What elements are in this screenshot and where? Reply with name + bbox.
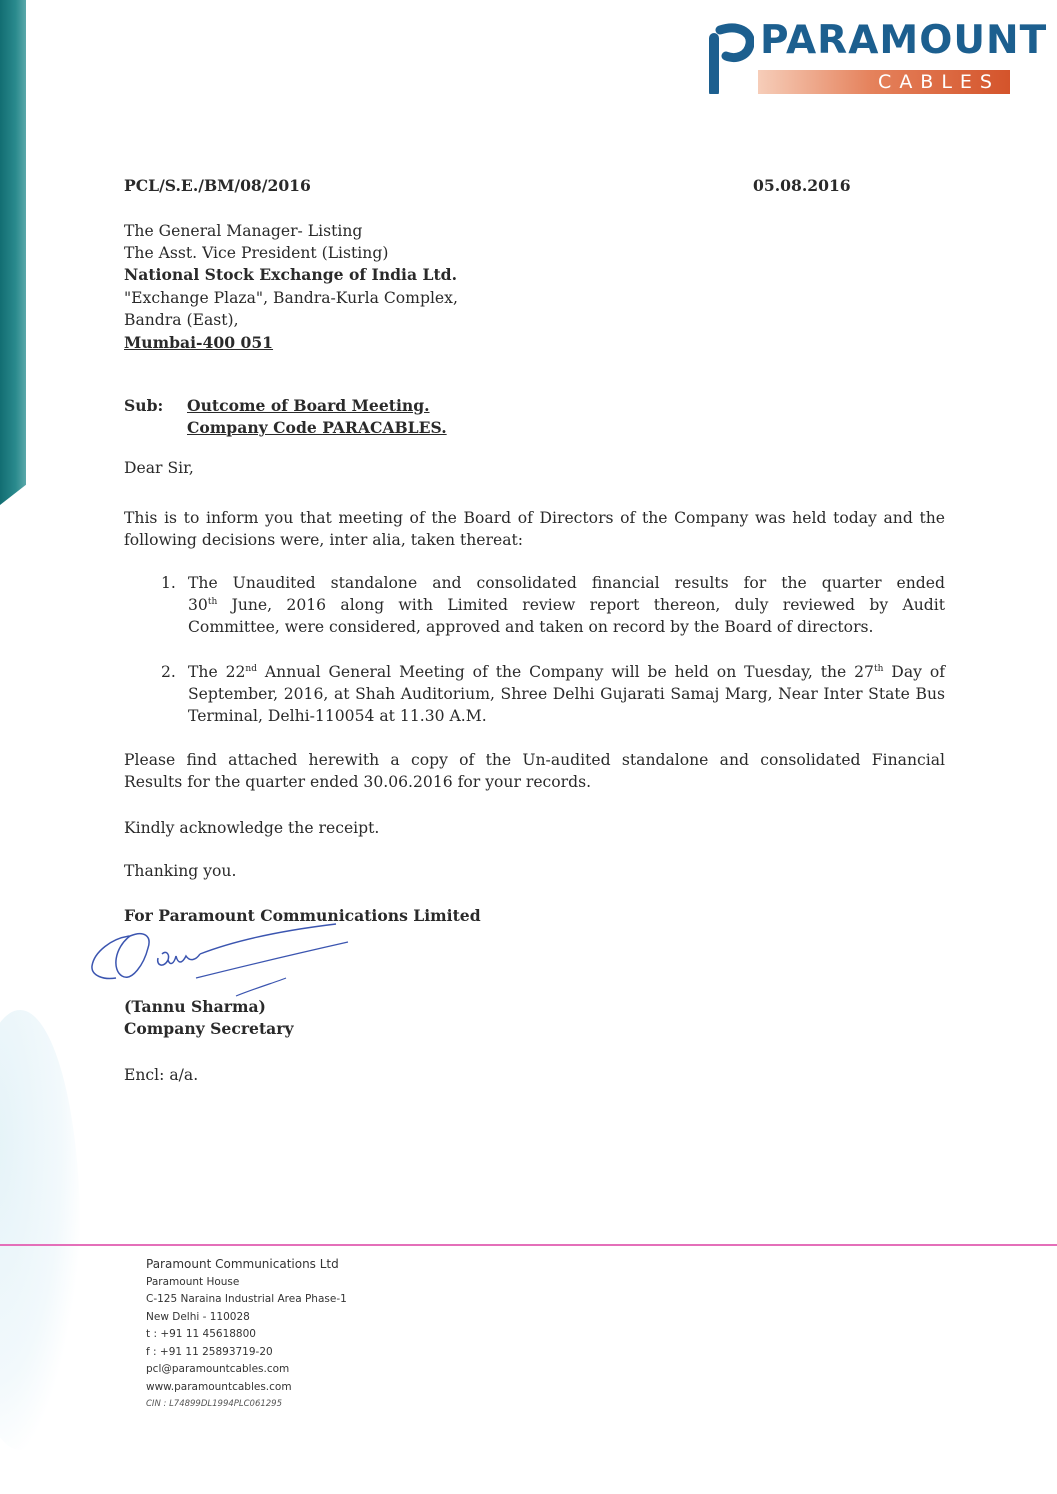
- reference-number: PCL/S.E./BM/08/2016: [124, 176, 311, 195]
- closing-line: Thanking you.: [124, 862, 237, 880]
- logo-band: [758, 70, 1010, 94]
- attachment-paragraph: [124, 749, 945, 793]
- list-number: 2.: [161, 663, 176, 681]
- list-item: [188, 572, 945, 638]
- handwritten-signature: [86, 918, 366, 998]
- footer-cin: CIN : L74899DL1994PLC061295: [146, 1399, 282, 1409]
- footer-fax: f : +91 11 25893719-20: [146, 1345, 273, 1358]
- addressee-line: The General Manager- Listing: [124, 222, 363, 240]
- paragraph-line: Please find attached herewith a copy of the Un-audited standalone and consolidated Financial: [124, 751, 945, 769]
- letter-date: 05.08.2016: [753, 176, 851, 195]
- logo-wordmark: PARAMOUNT: [760, 18, 1048, 63]
- addressee-organization: National Stock Exchange of India Ltd.: [124, 265, 458, 284]
- acknowledge-line: Kindly acknowledge the receipt.: [124, 819, 380, 837]
- company-logo: [700, 18, 1048, 100]
- list-number: 1.: [161, 574, 176, 592]
- footer-email: pcl@paramountcables.com: [146, 1363, 290, 1375]
- footer-address-block: [146, 1256, 347, 1414]
- addressee-line: The Asst. Vice President (Listing): [124, 244, 389, 262]
- sign-off-company: For Paramount Communications Limited: [124, 906, 481, 925]
- footer-street: C-125 Naraina Industrial Area Phase-1: [146, 1293, 347, 1305]
- salutation: Dear Sir,: [124, 459, 194, 477]
- footer-city: New Delhi - 110028: [146, 1310, 250, 1323]
- paragraph-line: Results for the quarter ended 30.06.2016 for your records.: [124, 773, 592, 791]
- logo-mark-icon: [700, 22, 754, 94]
- list-line: The 22nd Annual General Meeting of the Company will be held on Tuesday, the 27th Day of: [188, 663, 945, 681]
- addressee-line: "Exchange Plaza", Bandra-Kurla Complex,: [124, 289, 458, 307]
- addressee-line: Bandra (East),: [124, 311, 239, 329]
- list-line: Terminal, Delhi-110054 at 11.30 A.M.: [188, 707, 487, 725]
- addressee-city: Mumbai-400 051: [124, 333, 274, 352]
- footer-website: www.paramountcables.com: [146, 1380, 292, 1393]
- subject-label: Sub:: [124, 396, 164, 415]
- signatory-name: (Tannu Sharma): [124, 997, 266, 1016]
- footer-building: Paramount House: [146, 1275, 240, 1288]
- footer-company: Paramount Communications Ltd: [146, 1257, 339, 1271]
- paragraph-line: following decisions were, inter alia, taken thereat:: [124, 531, 524, 549]
- subject-line: Outcome of Board Meeting.: [187, 396, 430, 415]
- signatory-title: Company Secretary: [124, 1019, 294, 1038]
- list-line: The Unaudited standalone and consolidated financial results for the quarter ended: [188, 574, 945, 592]
- list-line: September, 2016, at Shah Auditorium, Shree Delhi Gujarati Samaj Marg, Near Inter State Bus: [188, 685, 945, 703]
- watermark-shape: [0, 1010, 80, 1450]
- list-line: Committee, were considered, approved and taken on record by the Board of directors.: [188, 618, 874, 636]
- paragraph-line: This is to inform you that meeting of the Board of Directors of the Company was held today and the: [124, 509, 945, 527]
- enclosure-note: Encl: a/a.: [124, 1066, 199, 1084]
- intro-paragraph: [124, 507, 945, 551]
- list-item: [188, 661, 945, 727]
- subject-line: Company Code PARACABLES.: [187, 418, 447, 437]
- footer-divider: [0, 1244, 1057, 1246]
- logo-subline: CABLES: [878, 71, 1000, 93]
- footer-phone: t : +91 11 45618800: [146, 1328, 256, 1340]
- list-line: 30th June, 2016 along with Limited review report thereon, duly reviewed by Audit: [188, 596, 945, 614]
- left-edge-strip: [0, 0, 26, 505]
